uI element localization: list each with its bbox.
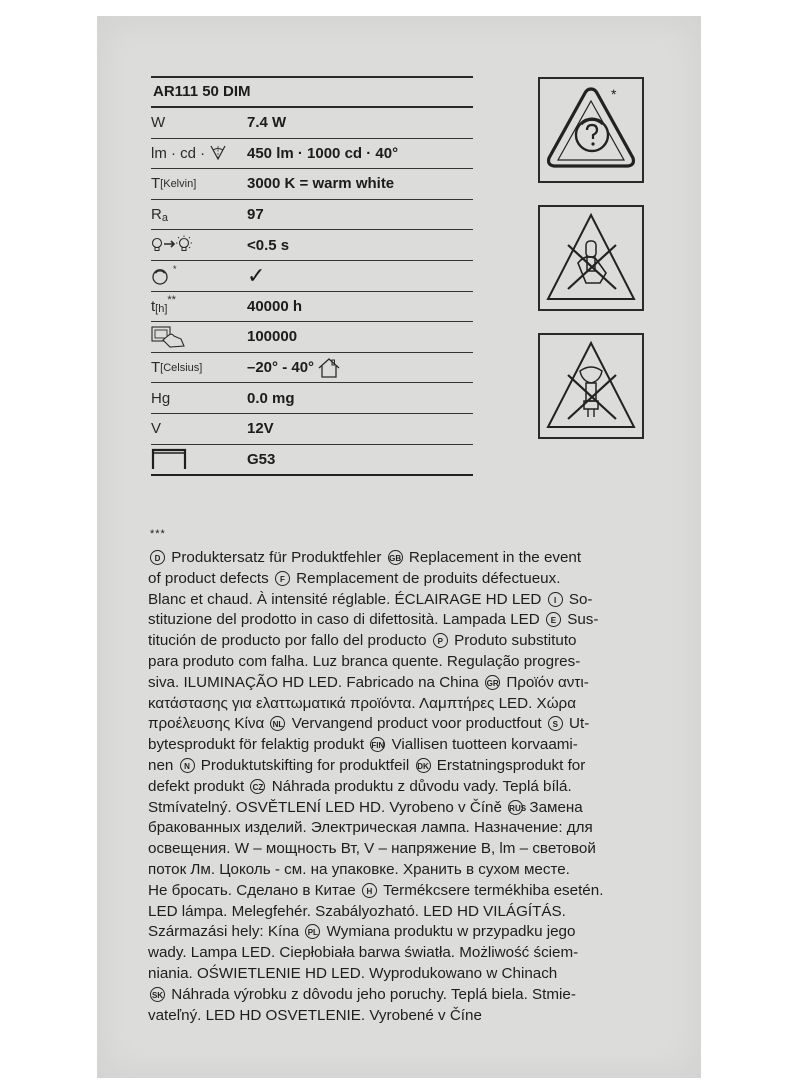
notice-line <box>148 569 644 590</box>
no-hand-touch-icon <box>540 207 642 309</box>
spec-label: R <box>151 206 162 224</box>
warning-box-dimmer <box>538 77 644 183</box>
notice-line <box>148 839 644 860</box>
spec-label: V <box>151 420 162 438</box>
spec-label-sub: [Kelvin] <box>160 177 197 190</box>
spec-value: 7.4 W <box>247 114 287 132</box>
notice-text: nen <box>148 756 178 774</box>
notice-text: Náhrada výrobku z dôvodu jeho poruchy. Teplá biela. Stmie- <box>167 985 576 1003</box>
language-code-badge: GR <box>485 675 500 690</box>
notice-text: niania. OŚWIETLENIE HD LED. Wyprodukowano w Chinach <box>148 964 558 982</box>
language-code-badge: FIN <box>370 737 385 752</box>
spec-row-voltage <box>151 414 473 445</box>
multilingual-notice <box>148 548 644 1026</box>
spec-row-temperature <box>151 353 473 384</box>
spec-row-wattage <box>151 108 473 139</box>
notice-line <box>148 631 644 652</box>
notice-line <box>148 881 644 902</box>
notice-text: vateľný. LED HD OSVETLENIE. Vyrobené v Číne <box>148 1006 482 1024</box>
language-code-badge: DK <box>416 758 431 773</box>
notice-text: para produto com falha. Luz branca quente. Regulação progres- <box>148 652 581 670</box>
language-code-badge: SK <box>150 987 165 1002</box>
notice-line <box>148 735 644 756</box>
notice-text: Не бросать. Сделано в Китае <box>148 881 360 899</box>
language-code-badge: P <box>433 633 448 648</box>
product-name: AR111 50 DIM <box>151 76 473 108</box>
language-code-badge: H <box>362 883 377 898</box>
notice-text: So- <box>564 590 593 608</box>
notice-line <box>148 1006 644 1027</box>
spec-value: 97 <box>247 206 264 224</box>
warning-box-no-contact <box>538 333 644 439</box>
notice-text: stituzione del prodotto in caso di difettosità. Lampada LED <box>148 611 544 629</box>
notice-text: Vervangend product voor productfout <box>287 715 546 733</box>
notice-line <box>148 902 644 923</box>
notice-line <box>148 922 644 943</box>
spec-value: 0.0 mg <box>247 389 295 407</box>
notice-text: Erstatningsprodukt for <box>432 756 586 774</box>
spec-value: 100000 <box>247 328 298 346</box>
indoor-house-icon <box>317 357 341 379</box>
notice-text: Замена <box>525 798 583 816</box>
notice-text: defekt produkt <box>148 777 249 795</box>
warning-footnote-mark: * <box>611 86 617 102</box>
spec-row-lifetime <box>151 292 473 323</box>
notice-text: Náhrada produktu z důvodu vady. Teplá bílá. <box>267 777 572 795</box>
dimmer-caution-icon <box>540 79 642 181</box>
notice-text: поток Лм. Цоколь - см. на упаковке. Хранить в сухом месте. <box>148 860 570 878</box>
spec-label: T <box>151 359 161 377</box>
spec-label-sub: a <box>161 211 168 224</box>
language-code-badge: E <box>546 612 561 627</box>
language-code-badge: N <box>180 758 195 773</box>
spec-label: lm · cd · <box>151 144 206 162</box>
notice-line <box>148 860 644 881</box>
spec-label: Hg <box>151 389 171 407</box>
notice-text: Produto substituto <box>449 632 577 650</box>
warning-box-no-touch <box>538 205 644 311</box>
spec-table <box>151 76 473 476</box>
notice-text: wady. Lampa LED. Ciepłobiała barwa światła. Możliwość ściem- <box>148 944 579 962</box>
notice-line <box>148 964 644 985</box>
notice-text: Származási hely: Kína <box>148 923 304 941</box>
spec-row-cri <box>151 200 473 231</box>
dimmable-icon <box>151 266 173 286</box>
notice-line <box>148 756 644 777</box>
notice-line <box>148 548 644 569</box>
notice-text: Replacement in the event <box>404 549 582 566</box>
language-code-badge: F <box>275 571 290 586</box>
notice-line <box>148 714 644 735</box>
notice-line <box>148 818 644 839</box>
spec-row-mercury <box>151 383 473 414</box>
spec-value: –20° - 40° <box>247 359 315 377</box>
notice-text: bytesprodukt för felaktig produkt <box>148 736 369 754</box>
beam-angle-icon <box>208 144 228 162</box>
notice-text: Produktutskifting for produktfeil <box>196 756 414 774</box>
warmup-time-icon <box>151 235 203 255</box>
spec-value: G53 <box>247 450 276 468</box>
notice-line <box>148 610 644 631</box>
language-code-badge: I <box>548 592 563 607</box>
dimmable-check-icon: ✓ <box>247 262 266 288</box>
switching-cycles-icon <box>151 326 185 348</box>
notice-text: Stmívatelný. OSVĚTLENÍ LED HD. Vyrobeno v Číně <box>148 798 507 816</box>
language-code-badge: PL <box>305 924 320 939</box>
footnote-mark: *** <box>150 528 166 540</box>
spec-label: W <box>151 114 166 132</box>
language-code-badge: GB <box>388 550 403 565</box>
notice-text: Remplacement de produits défectueux. <box>291 569 561 587</box>
spec-row-warmup <box>151 230 473 261</box>
spec-label: t <box>151 297 156 315</box>
spec-row-base <box>151 445 473 477</box>
language-code-badge: CZ <box>250 779 265 794</box>
notice-text: Produktersatz für Produktfehler <box>167 549 386 566</box>
language-code-badge: D <box>150 550 165 565</box>
notice-line <box>148 985 644 1006</box>
no-contact-icon <box>540 335 642 437</box>
notice-text: siva. ILUMINAÇÃO HD LED. Fabricado na China <box>148 673 484 691</box>
notice-text: προέλευσης Κίνα <box>148 715 269 733</box>
spec-value: 12V <box>247 420 274 438</box>
spec-row-switching <box>151 322 473 353</box>
notice-text: бракованных изделий. Электрическая лампа. Назначение: для <box>148 819 593 837</box>
spec-row-dimmable <box>151 261 473 292</box>
spec-value: 450 lm · 1000 cd · 40° <box>247 144 399 162</box>
spec-label: T <box>151 175 161 193</box>
notice-text: Viallisen tuotteen korvaami- <box>387 736 578 754</box>
spec-label-sub: [h] <box>155 303 168 316</box>
base-socket-icon <box>151 447 187 471</box>
notice-text: освещения. W – мощность Вт, V – напряжение В, lm – световой <box>148 840 596 858</box>
notice-text: κατάστασης για ελαττωματικά προϊόντα. Λαμπτήρες LED. Χώρα <box>148 694 576 712</box>
notice-line <box>148 673 644 694</box>
spec-label-sup: ** <box>167 294 176 307</box>
language-code-badge: NL <box>270 716 285 731</box>
notice-text: Sus- <box>562 611 599 629</box>
notice-line <box>148 652 644 673</box>
notice-text: LED lámpa. Melegfehér. Szabályozható. LED HD VILÁGÍTÁS. <box>148 902 566 920</box>
spec-value: 3000 K = warm white <box>247 175 395 193</box>
notice-text: Wymiana produktu w przypadku jego <box>322 923 576 941</box>
notice-line <box>148 694 644 715</box>
spec-value: 40000 h <box>247 297 303 315</box>
notice-line <box>148 943 644 964</box>
notice-text: Termékcsere termékhiba esetén. <box>378 881 604 899</box>
spec-row-luminous <box>151 139 473 170</box>
dimmable-mark: * <box>173 263 177 274</box>
language-code-badge: RUS <box>508 800 523 815</box>
language-code-badge: S <box>548 716 563 731</box>
notice-line <box>148 590 644 611</box>
notice-line <box>148 798 644 819</box>
spec-row-color-temp <box>151 169 473 200</box>
notice-text: Blanc et chaud. À intensité réglable. ÉCLAIRAGE HD LED <box>148 590 546 608</box>
spec-value: <0.5 s <box>247 236 290 254</box>
notice-text: Ut- <box>564 715 590 733</box>
notice-line <box>148 777 644 798</box>
spec-label-sub: [Celsius] <box>160 361 203 374</box>
notice-text: Προϊόν αντι- <box>502 673 589 691</box>
notice-text: titución de producto por fallo del producto <box>148 632 431 650</box>
notice-text: of product defects <box>148 569 273 587</box>
